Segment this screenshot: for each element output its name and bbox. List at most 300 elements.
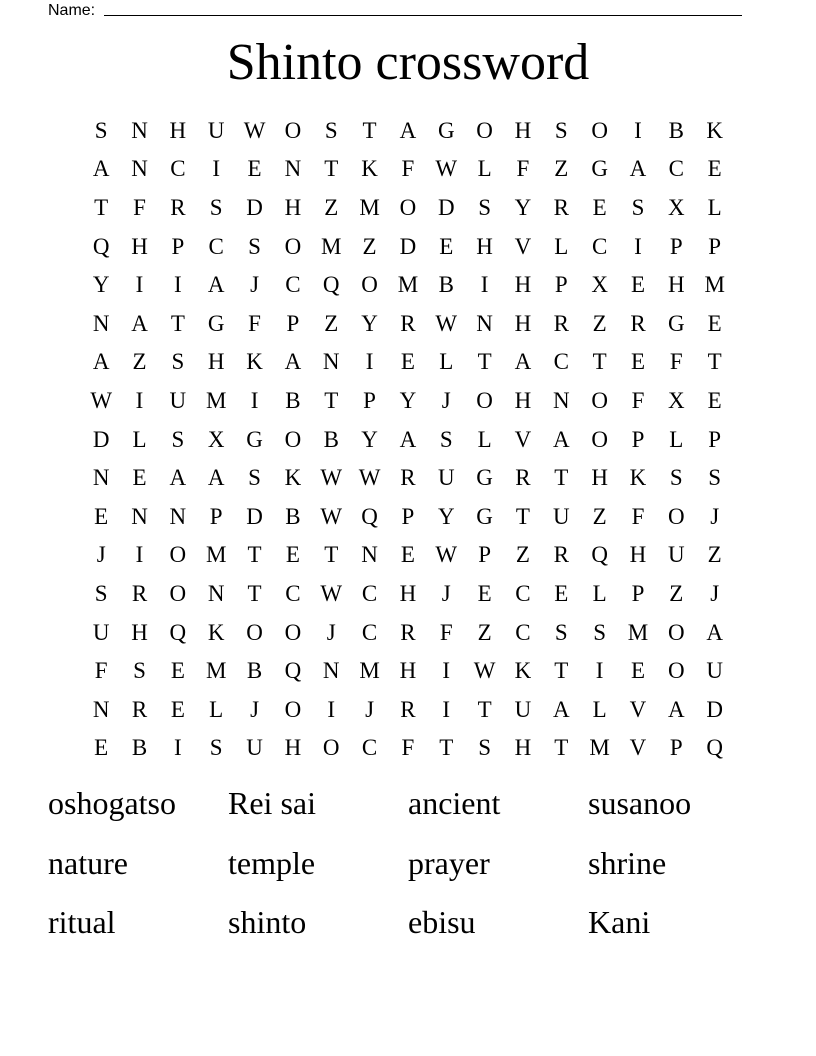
grid-letter: W <box>320 503 343 529</box>
grid-letter: W <box>435 156 458 182</box>
grid-letter: O <box>476 117 493 143</box>
grid-letter: P <box>171 233 185 259</box>
grid-letter: L <box>592 696 607 722</box>
word-list-item: nature <box>48 844 128 881</box>
grid-letter: E <box>285 542 300 568</box>
grid-letter: A <box>668 696 685 722</box>
grid-letter: E <box>630 349 646 375</box>
grid-letter: S <box>94 580 108 606</box>
grid-letter: V <box>514 233 532 259</box>
grid-letter: B <box>438 272 454 298</box>
grid-letter: T <box>554 735 569 761</box>
grid-letter: H <box>131 233 148 259</box>
grid-letter: P <box>631 426 645 452</box>
grid-letter: Z <box>669 580 684 606</box>
grid-letter: F <box>94 658 108 684</box>
grid-letter: G <box>476 503 493 529</box>
grid-letter: J <box>365 696 375 722</box>
grid-letter: C <box>553 349 569 375</box>
grid-letter: M <box>359 194 380 220</box>
grid-letter: R <box>553 310 569 336</box>
grid-letter: P <box>669 233 683 259</box>
grid-letter: Z <box>477 619 492 645</box>
grid-letter: U <box>246 735 263 761</box>
grid-letter: C <box>361 619 378 645</box>
grid-letter: F <box>439 619 453 645</box>
grid-letter: E <box>707 387 722 413</box>
grid-letter: A <box>207 465 225 491</box>
grid-letter: S <box>248 465 261 491</box>
grid-letter: C <box>515 580 531 606</box>
grid-letter: C <box>285 272 301 298</box>
grid-letter: I <box>634 117 642 143</box>
grid-letter: H <box>514 735 532 761</box>
grid-letter: C <box>361 580 378 606</box>
grid-letter: T <box>592 349 607 375</box>
grid-letter: Z <box>554 156 569 182</box>
grid-letter: H <box>169 117 187 143</box>
grid-letter: O <box>591 117 608 143</box>
grid-letter: A <box>399 117 417 143</box>
grid-letter: P <box>401 503 415 529</box>
grid-letter: J <box>250 696 260 722</box>
grid-letter: J <box>710 580 720 606</box>
grid-letter: K <box>706 117 723 143</box>
word-list-item: Kani <box>588 904 651 940</box>
grid-letter: H <box>514 387 532 413</box>
grid-letter: N <box>284 156 302 182</box>
grid-letter: P <box>286 310 300 336</box>
grid-letter: O <box>284 426 302 452</box>
grid-letter: Z <box>324 310 339 336</box>
grid-letter: E <box>170 658 185 684</box>
grid-letter: Y <box>437 503 455 529</box>
word-list-item: Rei sai <box>228 785 316 821</box>
grid-letter: P <box>708 426 722 452</box>
grid-letter: A <box>92 349 110 375</box>
grid-letter: Y <box>92 272 110 298</box>
grid-letter: B <box>285 387 301 413</box>
grid-letter: V <box>629 735 647 761</box>
grid-letter: T <box>554 465 569 491</box>
grid-letter: Y <box>399 387 417 413</box>
grid-letter: N <box>476 310 493 336</box>
grid-letter: U <box>92 619 110 645</box>
grid-letter: U <box>437 465 455 491</box>
grid-letter: H <box>591 465 608 491</box>
grid-letter: S <box>554 117 568 143</box>
grid-letter: M <box>205 542 227 568</box>
grid-letter: I <box>595 658 604 684</box>
grid-letter: X <box>207 426 225 452</box>
grid-letter: U <box>207 117 225 143</box>
grid-letter: K <box>207 619 225 645</box>
grid-letter: O <box>668 658 685 684</box>
grid-letter: H <box>514 117 532 143</box>
grid-letter: B <box>668 117 684 143</box>
grid-letter: D <box>437 194 455 220</box>
grid-letter: N <box>131 117 148 143</box>
grid-letter: L <box>439 349 454 375</box>
grid-letter: P <box>363 387 376 413</box>
grid-letter: L <box>132 426 147 452</box>
grid-letter: A <box>92 156 110 182</box>
grid-letter: H <box>514 272 532 298</box>
grid-letter: I <box>135 387 144 413</box>
grid-letter: G <box>246 426 263 452</box>
grid-letter: W <box>435 310 458 336</box>
grid-letter: L <box>477 156 492 182</box>
grid-letter: J <box>441 387 451 413</box>
grid-letter: G <box>591 156 608 182</box>
grid-letter: J <box>441 580 451 606</box>
grid-letter: Z <box>707 542 722 568</box>
grid-letter: O <box>284 696 302 722</box>
word-list-item: shrine <box>588 844 667 881</box>
grid-letter: J <box>96 542 106 568</box>
grid-letter: P <box>478 542 491 568</box>
grid-letter: P <box>209 503 223 529</box>
grid-letter: A <box>552 426 570 452</box>
grid-letter: M <box>205 658 227 684</box>
grid-letter: C <box>591 233 608 259</box>
grid-letter: S <box>209 735 223 761</box>
grid-letter: F <box>516 156 530 182</box>
grid-letter: O <box>476 387 493 413</box>
grid-letter: P <box>631 580 645 606</box>
grid-letter: S <box>209 194 223 220</box>
grid-letter: N <box>92 310 110 336</box>
grid-letter: S <box>708 465 722 491</box>
grid-letter: M <box>321 233 342 259</box>
grid-letter: T <box>247 542 262 568</box>
grid-letter: A <box>131 310 148 336</box>
grid-letter: L <box>669 426 684 452</box>
word-list-item: ritual <box>48 904 116 940</box>
grid-letter: R <box>553 194 569 220</box>
grid-letter: B <box>285 503 301 529</box>
grid-letter: G <box>476 465 493 491</box>
word-list <box>48 775 768 954</box>
grid-letter: F <box>631 503 645 529</box>
grid-letter: G <box>668 310 685 336</box>
grid-letter: H <box>476 233 493 259</box>
grid-letter: L <box>707 194 722 220</box>
grid-letter: W <box>320 580 343 606</box>
name-underline[interactable] <box>104 15 742 16</box>
grid-letter: K <box>361 156 378 182</box>
grid-letter: T <box>94 194 109 220</box>
grid-letter: A <box>552 696 570 722</box>
grid-letter: S <box>133 658 146 684</box>
grid-letter: M <box>589 735 610 761</box>
grid-letter: G <box>207 310 225 336</box>
grid-letter: I <box>135 272 144 298</box>
grid-letter: L <box>592 580 607 606</box>
grid-letter: O <box>246 619 263 645</box>
grid-letter: T <box>707 349 722 375</box>
grid-letter: M <box>397 272 419 298</box>
grid-letter: A <box>629 156 647 182</box>
word-list-item: ancient <box>408 785 501 821</box>
grid-letter: T <box>477 696 492 722</box>
grid-letter: K <box>629 465 647 491</box>
grid-letter: L <box>554 233 569 259</box>
grid-letter: T <box>324 387 339 413</box>
grid-letter: C <box>208 233 224 259</box>
grid-letter: T <box>324 156 339 182</box>
grid-letter: T <box>554 658 569 684</box>
grid-letter: R <box>131 580 148 606</box>
grid-letter: X <box>668 387 685 413</box>
grid-letter: I <box>442 658 451 684</box>
grid-letter: E <box>94 735 109 761</box>
grid-letter: S <box>478 735 491 761</box>
grid-letter: S <box>554 619 568 645</box>
grid-letter: N <box>92 696 110 722</box>
grid-letter: H <box>514 310 532 336</box>
grid-letter: I <box>480 272 489 298</box>
grid-letter: N <box>552 387 570 413</box>
grid-letter: V <box>629 696 647 722</box>
grid-letter: R <box>400 619 416 645</box>
grid-letter: E <box>400 542 415 568</box>
grid-letter: O <box>322 735 340 761</box>
grid-letter: F <box>401 735 415 761</box>
grid-letter: J <box>710 503 720 529</box>
grid-letter: W <box>473 658 496 684</box>
grid-letter: C <box>285 580 301 606</box>
grid-letter: I <box>135 542 144 568</box>
grid-letter: S <box>324 117 338 143</box>
grid-letter: R <box>170 194 186 220</box>
grid-letter: N <box>131 156 148 182</box>
grid-letter: M <box>359 658 380 684</box>
grid-letter: C <box>668 156 684 182</box>
grid-letter: I <box>250 387 259 413</box>
grid-letter: A <box>284 349 302 375</box>
grid-letter: S <box>94 117 108 143</box>
grid-letter: Q <box>284 658 302 684</box>
grid-letter: D <box>246 503 263 529</box>
grid-letter: U <box>552 503 570 529</box>
grid-letter: Z <box>592 310 607 336</box>
grid-letter: S <box>593 619 607 645</box>
grid-letter: T <box>362 117 377 143</box>
grid-letter: A <box>514 349 532 375</box>
grid-letter: C <box>170 156 186 182</box>
grid-letter: E <box>707 310 722 336</box>
grid-letter: Q <box>322 272 340 298</box>
grid-letter: O <box>361 272 378 298</box>
grid-letter: W <box>358 465 381 491</box>
grid-letter: H <box>668 272 685 298</box>
grid-letter: O <box>284 233 302 259</box>
grid-letter: Y <box>514 194 532 220</box>
grid-letter: Z <box>592 503 607 529</box>
word-list-item: temple <box>228 844 316 881</box>
name-label: Name: <box>48 2 96 19</box>
grid-letter: N <box>92 465 110 491</box>
grid-letter: T <box>439 735 454 761</box>
grid-letter: Q <box>706 735 723 761</box>
grid-letter: E <box>132 465 147 491</box>
grid-letter: R <box>400 465 416 491</box>
grid-letter: W <box>320 465 343 491</box>
grid-letter: F <box>133 194 146 220</box>
grid-letter: A <box>706 619 723 645</box>
grid-letter: X <box>591 272 608 298</box>
word-list-item: oshogatso <box>48 785 176 821</box>
grid-letter: R <box>553 542 569 568</box>
grid-letter: W <box>435 542 458 568</box>
grid-letter: F <box>669 349 683 375</box>
grid-letter: E <box>477 580 492 606</box>
grid-letter: H <box>207 349 225 375</box>
grid-letter: H <box>284 194 302 220</box>
grid-letter: U <box>169 387 187 413</box>
grid-letter: Y <box>361 310 378 336</box>
grid-letter: H <box>284 735 302 761</box>
grid-letter: J <box>326 619 336 645</box>
grid-letter: O <box>591 426 608 452</box>
grid-letter: H <box>399 658 417 684</box>
grid-letter: H <box>629 542 647 568</box>
grid-letter: P <box>554 272 568 298</box>
grid-letter: F <box>631 387 645 413</box>
grid-letter: A <box>207 272 225 298</box>
grid-letter: S <box>439 426 453 452</box>
grid-letter: G <box>437 117 455 143</box>
grid-letter: O <box>169 580 187 606</box>
grid-letter: M <box>627 619 649 645</box>
grid-letter: B <box>246 658 263 684</box>
grid-letter: W <box>90 387 113 413</box>
grid-letter: T <box>324 542 339 568</box>
grid-letter: E <box>630 272 646 298</box>
grid-letter: N <box>131 503 148 529</box>
grid-letter: P <box>708 233 722 259</box>
grid-letter: E <box>94 503 109 529</box>
grid-letter: F <box>248 310 261 336</box>
grid-letter: S <box>669 465 683 491</box>
grid-letter: T <box>477 349 492 375</box>
grid-letter: D <box>399 233 417 259</box>
grid-letter: N <box>207 580 225 606</box>
grid-letter: I <box>327 696 336 722</box>
grid-letter: I <box>634 233 642 259</box>
grid-letter: T <box>247 580 262 606</box>
grid-letter: P <box>669 735 683 761</box>
grid-letter: D <box>246 194 263 220</box>
grid-letter: W <box>243 117 266 143</box>
word-search-grid <box>82 111 734 767</box>
word-list-item: susanoo <box>588 785 692 821</box>
word-list-item: ebisu <box>408 904 476 940</box>
grid-letter: Q <box>169 619 187 645</box>
grid-letter: N <box>361 542 378 568</box>
grid-letter: E <box>707 156 722 182</box>
grid-letter: C <box>515 619 531 645</box>
grid-letter: Z <box>362 233 377 259</box>
grid-letter: T <box>515 503 530 529</box>
grid-letter: O <box>284 117 302 143</box>
word-list-item: shinto <box>228 904 307 940</box>
grid-letter: O <box>668 503 685 529</box>
grid-letter: U <box>706 658 723 684</box>
grid-letter: E <box>554 580 569 606</box>
grid-letter: H <box>131 619 148 645</box>
name-field-row <box>48 0 95 20</box>
grid-letter: R <box>630 310 646 336</box>
grid-letter: I <box>174 272 182 298</box>
grid-letter: L <box>209 696 224 722</box>
grid-letter: Q <box>591 542 608 568</box>
grid-letter: Z <box>515 542 530 568</box>
grid-letter: S <box>478 194 491 220</box>
grid-letter: I <box>442 696 451 722</box>
grid-letter: S <box>171 349 185 375</box>
grid-letter: I <box>365 349 374 375</box>
grid-letter: B <box>131 735 148 761</box>
grid-letter: C <box>361 735 378 761</box>
grid-letter: I <box>212 156 221 182</box>
grid-letter: O <box>399 194 417 220</box>
grid-letter: O <box>169 542 187 568</box>
grid-letter: Y <box>361 426 378 452</box>
grid-letter: S <box>631 194 645 220</box>
grid-letter: N <box>322 349 340 375</box>
grid-letter: M <box>205 387 227 413</box>
grid-letter: U <box>514 696 532 722</box>
grid-letter: N <box>322 658 340 684</box>
grid-letter: R <box>400 310 416 336</box>
grid-letter: X <box>668 194 685 220</box>
grid-letter: B <box>323 426 339 452</box>
grid-letter: R <box>515 465 531 491</box>
grid-letter: D <box>706 696 723 722</box>
grid-letter: K <box>514 658 532 684</box>
grid-letter: M <box>704 272 725 298</box>
grid-letter: H <box>399 580 417 606</box>
grid-letter: E <box>592 194 607 220</box>
grid-letter: F <box>401 156 415 182</box>
grid-letter: I <box>174 735 182 761</box>
word-list-item: prayer <box>408 844 490 881</box>
grid-letter: E <box>170 696 185 722</box>
grid-letter: J <box>250 272 260 298</box>
grid-letter: E <box>247 156 262 182</box>
grid-letter: Z <box>132 349 147 375</box>
page-title: Shinto crossword <box>226 34 590 91</box>
grid-letter: S <box>248 233 261 259</box>
grid-letter: E <box>439 233 454 259</box>
grid-letter: O <box>591 387 608 413</box>
grid-letter: E <box>630 658 646 684</box>
grid-letter: T <box>170 310 185 336</box>
grid-letter: Q <box>92 233 110 259</box>
grid-letter: K <box>246 349 263 375</box>
grid-letter: O <box>284 619 302 645</box>
grid-letter: U <box>668 542 685 568</box>
grid-letter: R <box>400 696 416 722</box>
grid-letter: R <box>131 696 148 722</box>
grid-letter: Z <box>324 194 339 220</box>
grid-letter: O <box>668 619 685 645</box>
grid-letter: A <box>169 465 187 491</box>
grid-letter: V <box>514 426 532 452</box>
grid-letter: A <box>399 426 417 452</box>
